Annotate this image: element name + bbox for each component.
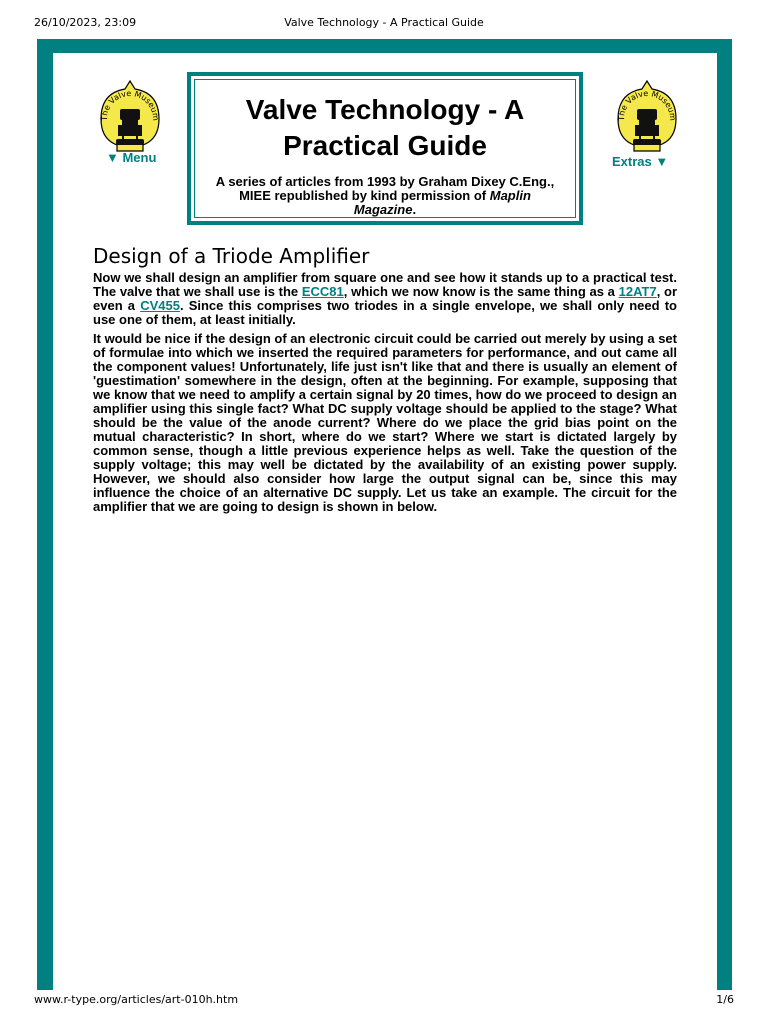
article-heading: Design of a Triode Amplifier [93,244,370,268]
intro-text-2: , which we now know is the same thing as a [343,284,619,299]
title-box-inner [194,79,576,218]
title-box [187,72,583,225]
intro-paragraph [93,271,677,327]
valve-museum-logo-left[interactable] [95,79,165,155]
print-header [34,16,734,30]
extras-dropdown-link[interactable]: Extras ▼ [612,154,669,169]
intro-text-3: , or even a [93,284,678,313]
valve-museum-logo-right[interactable] [612,79,682,155]
print-page-number: 1/6 [716,993,734,1006]
link-ecc81[interactable]: ECC81 [301,284,344,299]
link-12at7[interactable]: 12AT7 [618,284,657,299]
intro-text-1: Now we shall design an amplifier from square one and see how it stands up to a practical test. The valve that we shall use is the [93,270,677,299]
page-subtitle [215,175,555,217]
svg-text:The Valve Museum: The Valve Museum [616,88,678,122]
design-paragraph: It would be nice if the design of an electronic circuit could be carried out merely by using a set of formulae into which we inserted the required parameters for performance, and out came all the component values! Unfortunately, life just isn't like that and there is usually an element of 'guestimation' somewhere in the design, often at the beginning. For example, supposing that we know that we need to amplify a certain signal by 20 times, how do we proceed to design an amplifier using this single fact? What DC supply voltage should be applied to the stage? What should be the value of the anode current? Where do we place the grid bias point on the mutual characteristic? In short, where do we start? Where we start is dictated largely by common sense, though a little previous experience helps as well. Take the question of the supply voltage; this may well be dictated by the availability of an existing power supply. However, we should also consider how large the output signal can be, since this may influence the choice of an alternative DC supply. Let us take an example. The circuit for the amplifier that we are going to design is shown in below. [93,331,677,514]
link-cv455[interactable]: CV455 [140,298,180,313]
menu-dropdown-link[interactable]: ▼ Menu [106,150,157,165]
subtitle-end: . [412,202,417,217]
print-url: www.r-type.org/articles/art-010h.htm [34,993,239,1006]
svg-text:The Valve Museum: The Valve Museum [99,88,161,122]
print-footer [34,993,734,1007]
subtitle-text: A series of articles from 1993 by Graham Dixey C.Eng., MIEE republished by kind permission of [215,174,555,203]
magazine-name: Maplin Magazine [353,188,531,217]
intro-text-4: . Since this comprises two triodes in a single envelope, we shall only need to use one of them, at least initially. [93,298,677,327]
article-body [93,244,677,519]
page-title: Valve Technology - A Practical Guide [245,94,525,161]
print-datetime: 26/10/2023, 23:09 [34,16,137,29]
print-title: Valve Technology - A Practical Guide [284,16,484,29]
